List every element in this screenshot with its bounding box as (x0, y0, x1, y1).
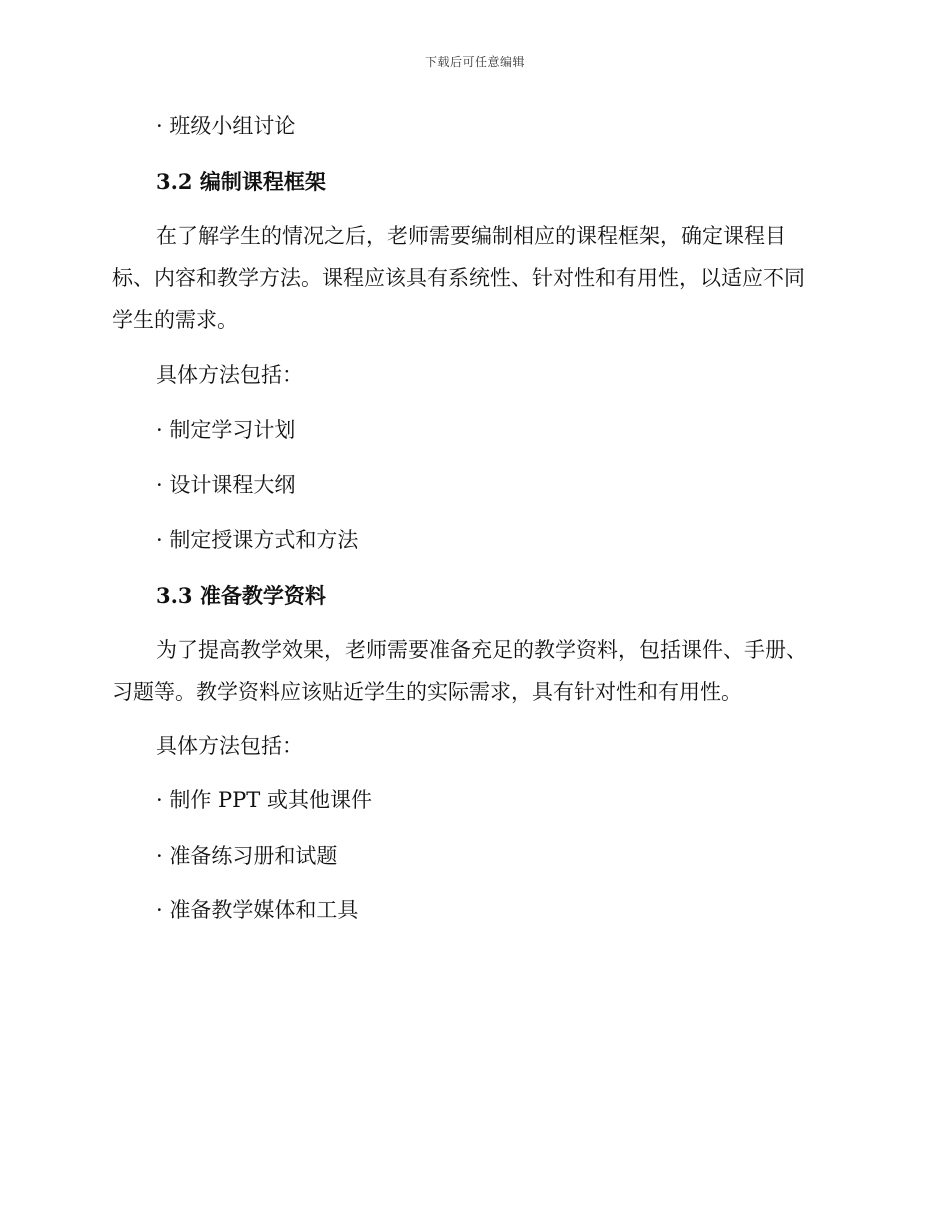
bullet-item: · 准备教学媒体和工具 (156, 898, 359, 922)
paragraph-line: 习题等。教学资料应该贴近学生的实际需求，具有针对性和有用性。 (112, 680, 742, 704)
section-heading: 3.3 准备教学资料 (156, 583, 326, 608)
paragraph-line: 在了解学生的情况之后，老师需要编制相应的课程框架，确定课程目 (156, 224, 786, 248)
section-heading: 3.2 编制课程框架 (156, 169, 326, 194)
paragraph-line: 学生的需求。 (112, 308, 238, 332)
bullet-item: · 制定学习计划 (156, 418, 296, 442)
page-header: 下载后可任意编辑 (424, 55, 525, 69)
paragraph-line: 为了提高教学效果，老师需要准备充足的教学资料，包括课件、手册、 (156, 638, 807, 662)
bullet-item: · 制作 PPT 或其他课件 (156, 788, 372, 812)
bullet-item: · 准备练习册和试题 (156, 844, 338, 868)
bullet-item: · 班级小组讨论 (156, 114, 296, 138)
bullet-item: · 设计课程大纲 (156, 473, 296, 497)
bullet-item: · 制定授课方式和方法 (156, 528, 359, 552)
paragraph-line: 标、内容和教学方法。课程应该具有系统性、针对性和有用性，以适应不同 (112, 266, 805, 290)
methods-intro: 具体方法包括： (156, 363, 303, 387)
methods-intro: 具体方法包括： (156, 734, 303, 758)
